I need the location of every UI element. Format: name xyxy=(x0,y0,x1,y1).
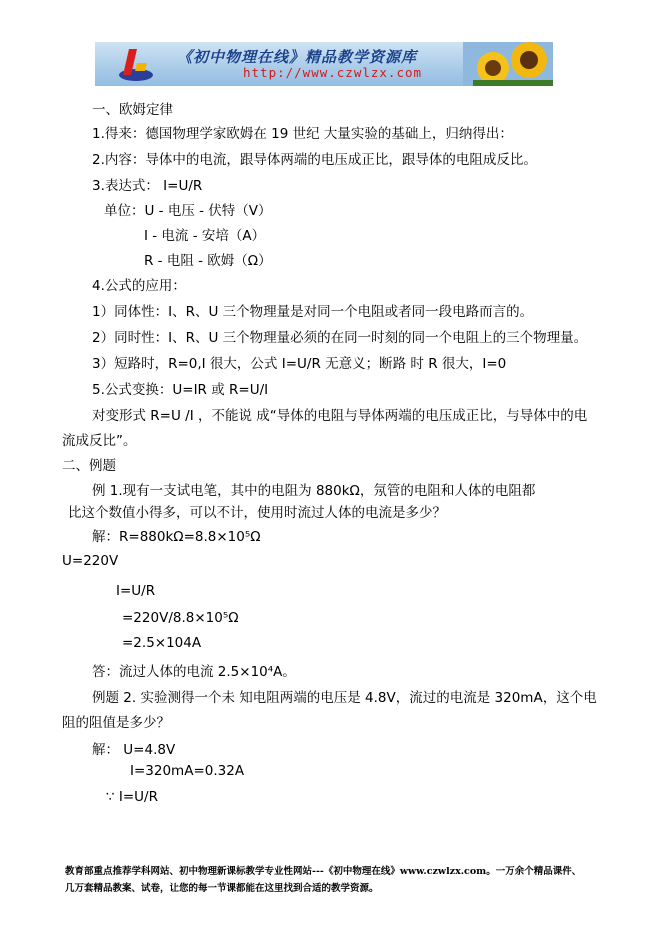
text-line: 例 1.现有一支试电笔，其中的电阻为 880kΩ，氖管的电阻和人体的电阻都 xyxy=(92,483,536,499)
banner-url[interactable]: http://www.czwlzx.com xyxy=(243,65,423,80)
text-line: 4.公式的应用： xyxy=(92,278,186,294)
text-line: ∵ I=U/R xyxy=(106,789,158,805)
text-line: 解： U=4.8V xyxy=(92,742,176,758)
text-line: 例题 2. 实验测得一个未 知电阻两端的电压是 4.8V，流过的电流是 320mA，这个电 xyxy=(92,690,597,706)
text-line: 流成反比”。 xyxy=(62,433,137,449)
text-line: I=320mA=0.32A xyxy=(130,763,245,779)
text-line: I=U/R xyxy=(116,583,156,599)
section-heading-ohms-law: 一、欧姆定律 xyxy=(92,102,173,118)
footer-line-2: 几万套精品教案、试卷，让您的每一节课都能在这里找到合适的教学资源。 xyxy=(65,883,379,894)
section-heading-examples: 二、例题 xyxy=(62,458,116,474)
text-line: I - 电流 - 安培（A） xyxy=(144,228,266,244)
text-line: R - 电阻 - 欧姆（Ω） xyxy=(144,253,272,269)
text-line: 比这个数值小得多，可以不计，使用时流过人体的电流是多少？ xyxy=(68,505,446,521)
site-logo-icon xyxy=(117,45,155,83)
text-line: 3.表达式： I=U/R xyxy=(92,178,203,194)
text-line: 单位：U - 电压 - 伏特（V） xyxy=(104,203,272,219)
text-line: 对变形式 R=U /I ，不能说 成“导体的电阻与导体两端的电压成正比，与导体中的电 xyxy=(92,408,588,424)
text-line: 1.得来：德国物理学家欧姆在 19 世纪 大量实验的基础上，归纳得出： xyxy=(92,126,513,142)
banner-title: 《初中物理在线》精品教学资源库 xyxy=(177,48,418,66)
header-banner xyxy=(95,42,553,86)
sunflower-image xyxy=(463,42,553,86)
text-line: 1）同体性：I、R、U 三个物理量是对同一个电阻或者同一段电路而言的。 xyxy=(92,304,534,320)
text-line: 5.公式变换：U=IR 或 R=U/I xyxy=(92,382,269,398)
text-line: 阻的阻值是多少？ xyxy=(62,715,170,731)
text-line: 解：R=880kΩ=8.8×10⁵Ω xyxy=(92,529,261,545)
text-line: 答：流过人体的电流 2.5×10⁴A。 xyxy=(92,664,296,680)
footer-line-1: 教育部重点推荐学科网站、初中物理新课标教学专业性网站---《初中物理在线》www.czwlzx.com。一万余个精品课件、 xyxy=(65,866,582,877)
text-line: =2.5×104A xyxy=(122,635,202,651)
page-footer xyxy=(65,863,605,897)
text-line: U=220V xyxy=(62,553,119,569)
text-line: 2.内容：导体中的电流，跟导体两端的电压成正比，跟导体的电阻成反比。 xyxy=(92,152,537,168)
text-line: =220V/8.8×10⁵Ω xyxy=(122,610,239,626)
text-line: 3）短路时，R=0,I 很大，公式 I=U/R 无意义；断路 时 R 很大，I=0 xyxy=(92,356,507,372)
text-line: 2）同时性：I、R、U 三个物理量必须的在同一时刻的同一个电阻上的三个物理量。 xyxy=(92,330,588,346)
